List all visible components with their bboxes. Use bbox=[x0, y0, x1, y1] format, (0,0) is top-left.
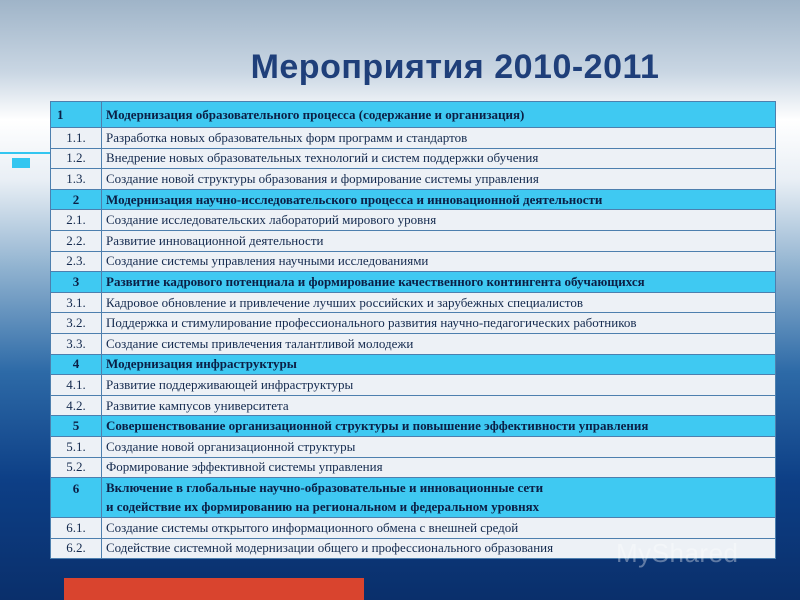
table-row bbox=[51, 395, 776, 416]
section-row bbox=[51, 478, 776, 518]
row-number: 1.3. bbox=[51, 169, 102, 190]
item-text: Содействие системной модернизации общего и профессионального образования bbox=[102, 538, 776, 559]
row-number: 6 bbox=[51, 478, 102, 518]
item-text: Создание системы открытого информационного обмена с внешней средой bbox=[102, 518, 776, 539]
section-title bbox=[102, 478, 776, 518]
table-row bbox=[51, 210, 776, 231]
decorative-square bbox=[12, 158, 30, 168]
section-row bbox=[51, 416, 776, 437]
item-text: Кадровое обновление и привлечение лучших российских и зарубежных специалистов bbox=[102, 292, 776, 313]
decorative-line bbox=[0, 152, 52, 154]
row-number: 3.3. bbox=[51, 333, 102, 354]
row-number: 2.3. bbox=[51, 251, 102, 272]
table-row bbox=[51, 251, 776, 272]
section-title: Модернизация образовательного процесса (содержание и организация) bbox=[102, 102, 776, 128]
row-number: 3.2. bbox=[51, 313, 102, 334]
decorative-bar bbox=[64, 578, 364, 600]
item-text: Создание новой структуры образования и формирование системы управления bbox=[102, 169, 776, 190]
section-title: Модернизация научно-исследовательского процесса и инновационной деятельности bbox=[102, 189, 776, 210]
section-title-line-2: и содействие их формированию на региональном и федеральном уровнях bbox=[106, 499, 540, 515]
row-number: 5.1. bbox=[51, 436, 102, 457]
table-row bbox=[51, 148, 776, 169]
item-text: Развитие кампусов университета bbox=[102, 395, 776, 416]
watermark: MyShared bbox=[616, 538, 739, 568]
row-number: 2.2. bbox=[51, 230, 102, 251]
section-title: Модернизация инфраструктуры bbox=[102, 354, 776, 375]
section-title-line-1: Включение в глобальные научно-образовательные и инновационные сети bbox=[106, 480, 544, 496]
row-number: 3 bbox=[51, 272, 102, 293]
row-number: 2.1. bbox=[51, 210, 102, 231]
item-text: Внедрение новых образовательных технологий и систем поддержки обучения bbox=[102, 148, 776, 169]
item-text: Развитие поддерживающей инфраструктуры bbox=[102, 375, 776, 396]
table-row bbox=[51, 436, 776, 457]
table-row bbox=[51, 230, 776, 251]
item-text: Развитие инновационной деятельности bbox=[102, 230, 776, 251]
row-number: 4.1. bbox=[51, 375, 102, 396]
slide-title: Мероприятия 2010-2011 bbox=[250, 48, 660, 86]
section-title: Совершенствование организационной структуры и повышение эффективности управления bbox=[102, 416, 776, 437]
table-row bbox=[51, 292, 776, 313]
row-number: 1.2. bbox=[51, 148, 102, 169]
section-row bbox=[51, 189, 776, 210]
table-row bbox=[51, 169, 776, 190]
section-row bbox=[51, 102, 776, 128]
item-text: Создание исследовательских лабораторий мирового уровня bbox=[102, 210, 776, 231]
table-row bbox=[51, 313, 776, 334]
row-number: 3.1. bbox=[51, 292, 102, 313]
row-number: 6.2. bbox=[51, 538, 102, 559]
row-number: 5.2. bbox=[51, 457, 102, 478]
row-number: 6.1. bbox=[51, 518, 102, 539]
item-text: Поддержка и стимулирование профессионального развития научно-педагогических работников bbox=[102, 313, 776, 334]
row-number: 5 bbox=[51, 416, 102, 437]
table-row bbox=[51, 128, 776, 149]
row-number: 4.2. bbox=[51, 395, 102, 416]
item-text: Разработка новых образовательных форм программ и стандартов bbox=[102, 128, 776, 149]
item-text: Создание системы привлечения талантливой молодежи bbox=[102, 333, 776, 354]
row-number: 1 bbox=[51, 102, 102, 128]
measures-table bbox=[50, 101, 776, 559]
item-text: Создание новой организационной структуры bbox=[102, 436, 776, 457]
table-row bbox=[51, 375, 776, 396]
item-text: Формирование эффективной системы управления bbox=[102, 457, 776, 478]
section-title: Развитие кадрового потенциала и формирование качественного контингента обучающихся bbox=[102, 272, 776, 293]
row-number: 1.1. bbox=[51, 128, 102, 149]
item-text: Создание системы управления научными исследованиями bbox=[102, 251, 776, 272]
table-row bbox=[51, 457, 776, 478]
section-row bbox=[51, 272, 776, 293]
table-row bbox=[51, 518, 776, 539]
table-row bbox=[51, 333, 776, 354]
row-number: 2 bbox=[51, 189, 102, 210]
row-number: 4 bbox=[51, 354, 102, 375]
section-row bbox=[51, 354, 776, 375]
